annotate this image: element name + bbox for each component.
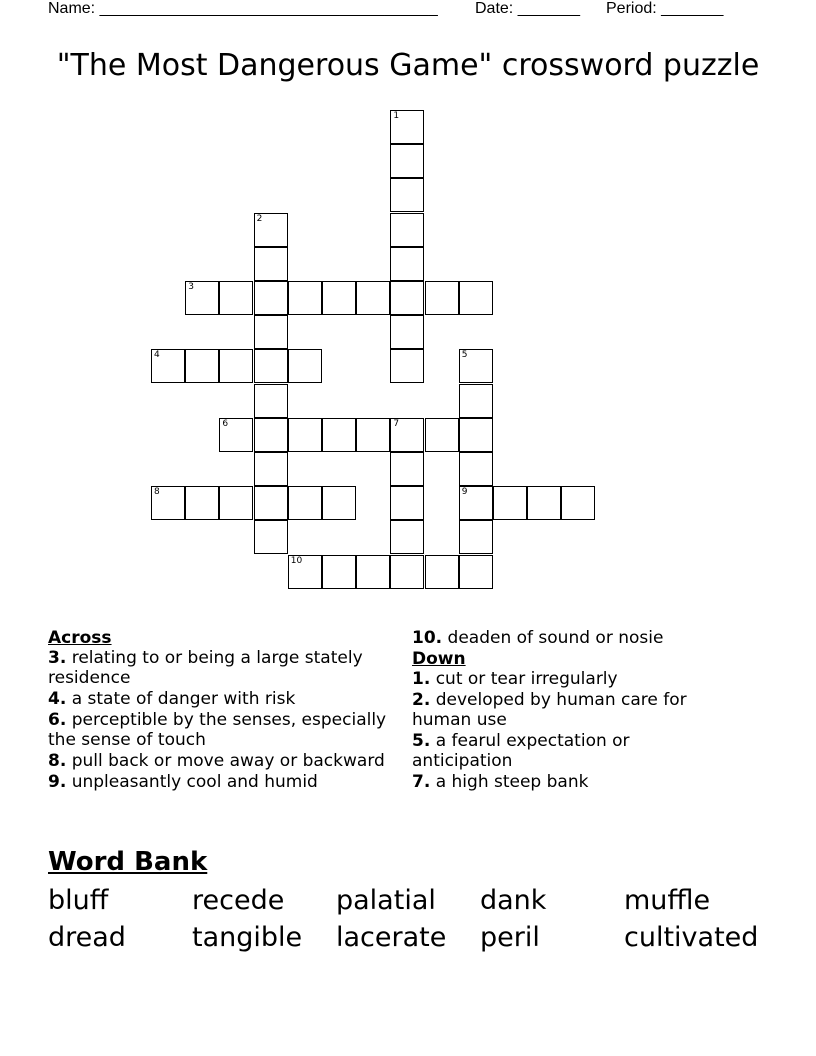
grid-cell[interactable]: [185, 281, 219, 315]
word-bank-word: palatial: [336, 885, 436, 916]
grid-cell[interactable]: [219, 418, 253, 452]
grid-cell[interactable]: [254, 384, 288, 418]
grid-cell[interactable]: [356, 555, 390, 589]
clue-across-3: 3. relating to or being a large stately residence: [48, 648, 363, 688]
word-bank-word: cultivated: [624, 922, 759, 953]
word-bank-word: bluff: [48, 885, 109, 916]
clues-left-column: [48, 628, 393, 793]
grid-cell[interactable]: [425, 281, 459, 315]
grid-cell[interactable]: [322, 418, 356, 452]
grid-cell[interactable]: [425, 418, 459, 452]
grid-cell[interactable]: [390, 555, 424, 589]
grid-cell[interactable]: [322, 281, 356, 315]
cell-number: 3: [188, 282, 194, 292]
grid-cell[interactable]: [390, 281, 424, 315]
cell-number: 4: [154, 350, 160, 361]
period-field: Period: _______: [606, 0, 724, 17]
grid-cell[interactable]: [288, 281, 322, 315]
grid-cell[interactable]: [390, 520, 424, 554]
grid-cell[interactable]: [288, 555, 322, 589]
clues-right-column: [412, 628, 712, 793]
cell-number: 2: [256, 213, 263, 224]
cell-number: 10: [290, 555, 303, 566]
date-field: Date: _______: [475, 0, 580, 17]
grid-cell[interactable]: [185, 486, 219, 520]
grid-cell[interactable]: [288, 349, 322, 383]
clue-down-1: 1. cut or tear irregularly: [412, 669, 618, 689]
grid-cell[interactable]: [356, 281, 390, 315]
grid-cell[interactable]: [288, 418, 322, 452]
grid-cell[interactable]: [459, 486, 493, 520]
grid-cell[interactable]: [151, 349, 185, 383]
grid-cell[interactable]: [459, 384, 493, 418]
grid-cell[interactable]: [459, 520, 493, 554]
grid-cell[interactable]: [254, 520, 288, 554]
clue-down-2: 2. developed by human care for human use: [412, 690, 687, 730]
grid-cell[interactable]: [390, 247, 424, 281]
grid-cell[interactable]: [254, 452, 288, 486]
grid-cell[interactable]: [561, 486, 595, 520]
grid-cell[interactable]: [288, 486, 322, 520]
grid-cell[interactable]: [459, 281, 493, 315]
grid-cell[interactable]: [390, 452, 424, 486]
grid-cell[interactable]: [254, 247, 288, 281]
grid-cell[interactable]: [527, 486, 561, 520]
grid-cell[interactable]: [390, 144, 424, 178]
grid-cell[interactable]: [322, 486, 356, 520]
grid-cell[interactable]: [151, 486, 185, 520]
grid-cell[interactable]: [185, 349, 219, 383]
grid-cell[interactable]: [322, 555, 356, 589]
clue-down-5: 5. a fearul expectation or anticipation: [412, 731, 630, 771]
grid-cell[interactable]: [493, 486, 527, 520]
word-bank-word: lacerate: [336, 922, 447, 953]
cell-number: 7: [393, 418, 400, 429]
grid-cell[interactable]: [459, 418, 493, 452]
word-bank-word: muffle: [624, 885, 711, 916]
word-bank: [48, 884, 788, 954]
grid-cell[interactable]: [390, 349, 424, 383]
cell-number: 8: [154, 487, 160, 498]
grid-cell[interactable]: [254, 349, 288, 383]
word-bank-word: peril: [480, 922, 540, 953]
cell-number: 5: [461, 350, 468, 361]
grid-cell[interactable]: [254, 418, 288, 452]
grid-cell[interactable]: [254, 213, 288, 247]
cell-number: 6: [222, 418, 229, 429]
clue-across-8: 8. pull back or move away or backward: [48, 751, 385, 771]
grid-cell[interactable]: [219, 281, 253, 315]
word-bank-word: recede: [192, 885, 285, 916]
grid-cell[interactable]: [219, 486, 253, 520]
grid-cell[interactable]: [459, 452, 493, 486]
clue-across-4: 4. a state of danger with risk: [48, 689, 296, 709]
cell-number: 9: [461, 487, 468, 498]
grid-cell[interactable]: [254, 486, 288, 520]
grid-cell[interactable]: [356, 418, 390, 452]
grid-cell[interactable]: [459, 349, 493, 383]
down-heading: Down: [412, 649, 466, 669]
grid-cell[interactable]: [390, 486, 424, 520]
grid-cell[interactable]: [254, 315, 288, 349]
grid-cell[interactable]: [254, 281, 288, 315]
grid-cell[interactable]: [390, 178, 424, 212]
grid-cell[interactable]: [390, 315, 424, 349]
grid-cell[interactable]: [425, 555, 459, 589]
grid-cell[interactable]: [219, 349, 253, 383]
word-bank-word: tangible: [192, 922, 303, 953]
grid-cell[interactable]: [390, 110, 424, 144]
clue-down-7: 7. a high steep bank: [412, 772, 589, 792]
word-bank-title: Word Bank: [48, 847, 208, 877]
word-bank-word: dread: [48, 922, 126, 953]
clue-across-10: 10. deaden of sound or nosie: [412, 628, 664, 648]
cell-number: 1: [393, 111, 400, 121]
clue-across-9: 9. unpleasantly cool and humid: [48, 772, 318, 792]
page-title: "The Most Dangerous Game" crossword puzzle: [56, 48, 760, 83]
across-heading: Across: [48, 628, 112, 648]
grid-cell[interactable]: [390, 418, 424, 452]
word-bank-word: dank: [480, 885, 547, 916]
grid-cell[interactable]: [459, 555, 493, 589]
clue-across-6: 6. perceptible by the senses, especially the sense of touch: [48, 710, 387, 750]
grid-cell[interactable]: [390, 213, 424, 247]
name-field: Name: ______________________________________: [48, 0, 438, 17]
